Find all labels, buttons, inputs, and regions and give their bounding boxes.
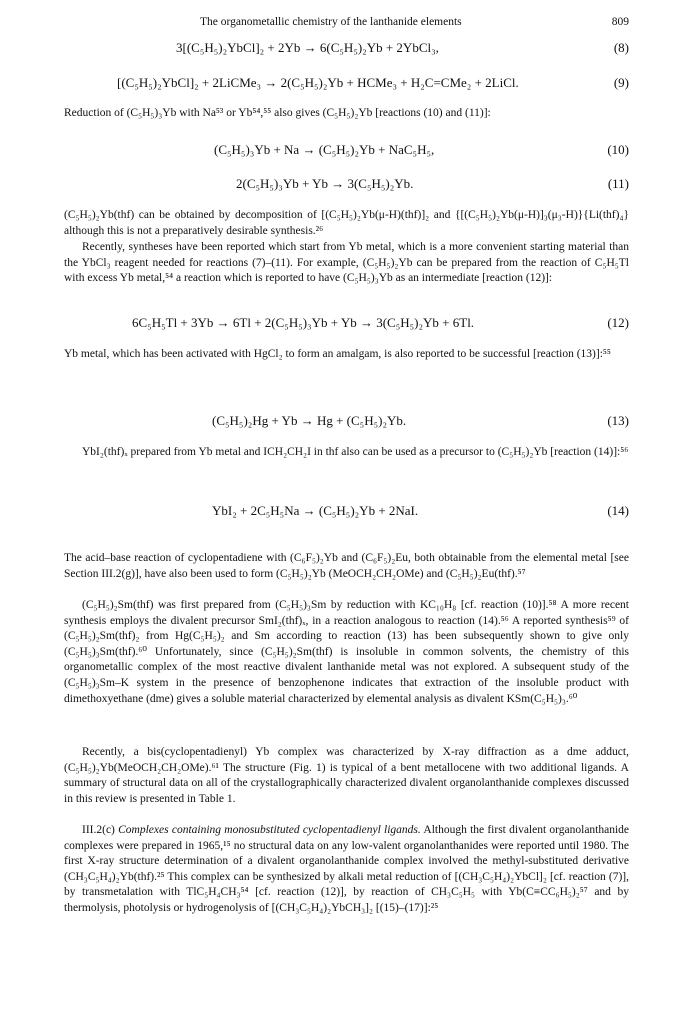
paragraph-acid-base: The acid–base reaction of cyclopentadiene with (C₆F₅)₂Yb and (C₆F₅)₂Eu, both obtainable from the elemental metal [see Section III.2(g)], have also been used to form (C₅H₅)₂Yb (MeOCH₂CH₂OMe) and (C₅H₅)₂Eu(thf).⁵⁷	[64, 552, 629, 580]
page-number: 809	[611, 16, 629, 28]
section-number: III.2(c)	[82, 824, 115, 836]
running-title: The organometallic chemistry of the lanthanide elements	[200, 16, 462, 28]
equation-12: 6C₅H₅Tl + 3Yb → 6Tl + 2(C₅H₅)₃Yb + Yb → 3(C₅H₅)₂Yb + 6Tl.	[132, 315, 475, 330]
equation-10: (C₅H₅)₃Yb + Na → (C₅H₅)₂Yb + NaC₅H₅,	[214, 142, 435, 157]
section-body: Although the first divalent organolanthanide complexes were prepared in 1965,¹⁵ no structural data on any low-valent organolanthanides were reported until 1980. The first X-ray structure determination of a divalent organolanthanide complex involved the methyl-substituted derivative (CH₃C₅H₄)₂Yb(thf).²⁵ This complex can be synthesized by alkali metal reduction of [(CH₃C₅H₄)₂YbCl]₂ [cf. reaction (7)], by transmetalation with TlC₅H₄CH₃⁵⁴ [cf. reaction (12)], by reaction of CH₃C₅H₅ with Yb(C≡CC₆H₅)₂⁵⁷ and by thermolysis, photolysis or hydrogenolysis of [(CH₃C₅H₄)₂YbCH₃]₂ [(15)–(17)]:²⁵	[64, 824, 630, 914]
paragraph-thf-decomposition: (C₅H₅)₂Yb(thf) can be obtained by decomposition of [(C₅H₅)₂Yb(μ-H)(thf)]₂ and {[(C₅H₅)₂Yb(μ-H)]₃(μ₃-H)}{Li(thf)₄} although this is not a preparatively desirable synthesis.²⁶	[64, 209, 629, 237]
paragraph-yb-metal-synthesis: Recently, syntheses have been reported which start from Yb metal, which is a more convenient starting material than the YbCl₃ reagent needed for reactions (7)–(11). For example, (C₅H₅)₂Yb can be prepared from the reaction of C₅H₅Tl with excess Yb metal,⁵⁴ a reaction which is reported to have (C₅H₅)₃Yb as an intermediate [reaction (12)]:	[64, 241, 629, 285]
equation-number-13: (13)	[607, 413, 629, 428]
equation-number-8: (8)	[613, 40, 629, 55]
equation-number-9: (9)	[613, 75, 629, 90]
paragraph-reduction: Reduction of (C₅H₅)₃Yb with Na⁵³ or Yb⁵⁴,⁵⁵ also gives (C₅H₅)₂Yb [reactions (10) and (11)]:	[64, 107, 491, 119]
equation-number-12: (12)	[607, 315, 629, 330]
running-header	[200, 16, 629, 34]
section-heading: Complexes containing monosubstituted cyclopentadienyl ligands.	[118, 824, 421, 836]
equation-8: 3[(C₅H₅)₂YbCl]₂ + 2Yb → 6(C₅H₅)₂Yb + 2YbCl₃,	[176, 40, 439, 55]
equation-number-14: (14)	[607, 503, 629, 518]
paragraph-bis-cyclopentadienyl: Recently, a bis(cyclopentadienyl) Yb complex was characterized by X-ray diffraction as a dme adduct, (C₅H₅)₂Yb(MeOCH₂CH₂OMe).⁶¹ The structure (Fig. 1) is typical of a bent metallocene with two additional ligands. A summary of structural data on all of the crystallographically characterized divalent organolanthanide complexes discussed in this review is presented in Table 1.	[64, 746, 629, 805]
paragraph-hgcl2-amalgam: Yb metal, which has been activated with HgCl₂ to form an amalgam, is also reported to be successful [reaction (13)]:⁵⁵	[64, 348, 611, 360]
section-iii-2c	[64, 823, 629, 917]
equation-11: 2(C₅H₅)₃Yb + Yb → 3(C₅H₅)₂Yb.	[236, 176, 414, 191]
paragraph-ybi2-precursor: YbI₂(thf)ₓ prepared from Yb metal and ICH₂CH₂I in thf also can be used as a precursor to (C₅H₅)₂Yb [reaction (14)]:⁵⁶	[82, 446, 629, 458]
equation-number-10: (10)	[607, 142, 629, 157]
equation-number-11: (11)	[607, 176, 629, 191]
paragraph-samarium: (C₅H₅)₂Sm(thf) was first prepared from (C₅H₅)₃Sm by reduction with KC₁₀H₈ [cf. reaction (10)].⁵⁸ A more recent synthesis employs the divalent precursor SmI₂(thf)ₓ, in a reaction analogous to reaction (14).⁵⁶ A reported synthesis⁵⁹ of (C₅H₅)₂Sm(thf)₂ from Hg(C₅H₅)₂ and Sm according to reaction (13) has been subsequently shown to give only (C₅H₅)₃Sm(thf).⁶⁰ Unfortunately, since (C₅H₅)₂Sm(thf) is insoluble in common solvents, the chemistry of this organometallic complex of the most reactive divalent lanthanide metal was not explored. A subsequent study of the (C₅H₅)₃Sm–K system in the presence of benzophenone indicates that extraction of the insoluble product with dimethoxyethane (dme) gives a soluble material characterized by elemental analysis as divalent KSm(C₅H₅)₃.⁶⁰	[64, 599, 629, 705]
equation-9: [(C₅H₅)₂YbCl]₂ + 2LiCMe₃ → 2(C₅H₅)₂Yb + HCMe₃ + H₂C=CMe₂ + 2LiCl.	[117, 75, 519, 90]
equation-13: (C₅H₅)₂Hg + Yb → Hg + (C₅H₅)₂Yb.	[212, 413, 407, 428]
equation-14: YbI₂ + 2C₅H₅Na → (C₅H₅)₂Yb + 2NaI.	[212, 503, 419, 518]
